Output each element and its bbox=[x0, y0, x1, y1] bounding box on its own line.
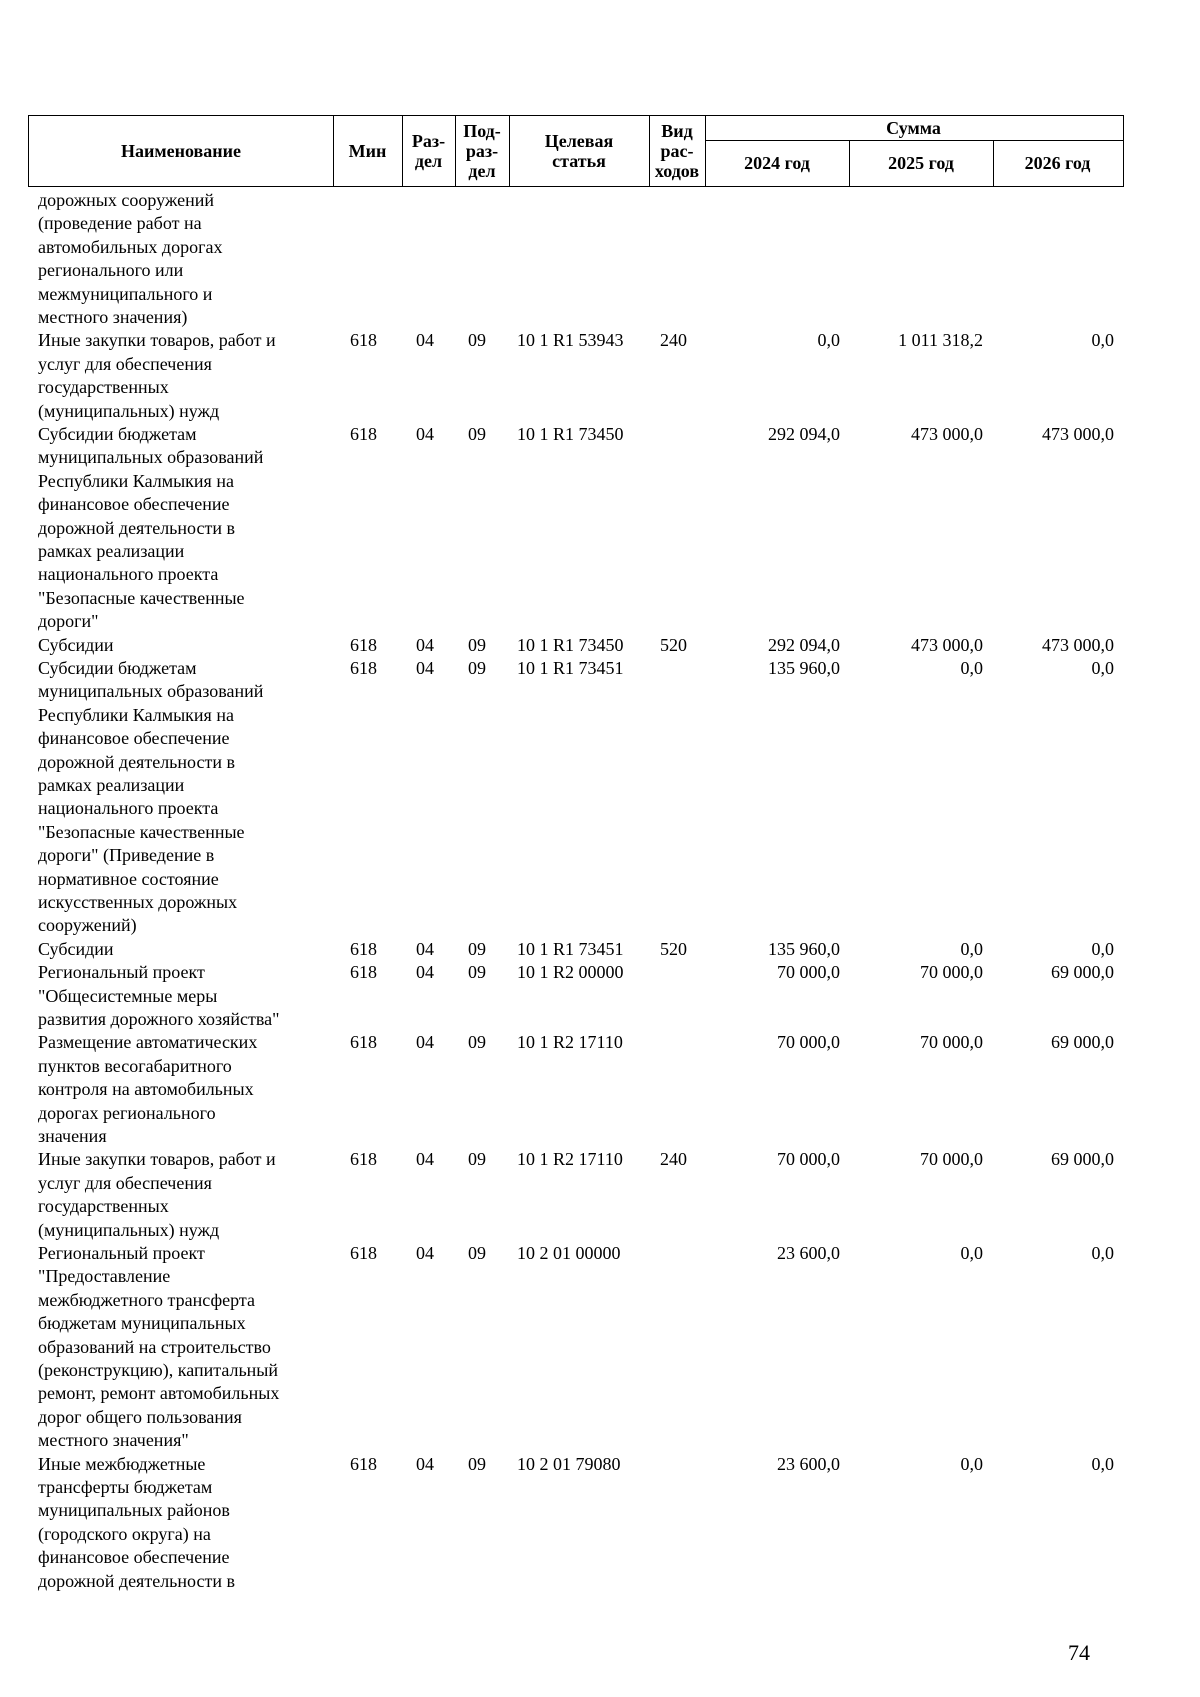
row-razdel: 04 bbox=[416, 962, 434, 983]
row-target-article: 10 2 01 00000 bbox=[517, 1243, 621, 1263]
row-podrazdel: 09 bbox=[468, 962, 486, 983]
row-podrazdel: 09 bbox=[468, 1032, 486, 1053]
header-razdel: Раз- дел bbox=[411, 130, 446, 171]
row-name-line: "Безопасные качественные bbox=[38, 821, 245, 842]
row-podrazdel: 09 bbox=[468, 1149, 486, 1170]
row-amount-2024: 23 600,0 bbox=[777, 1453, 840, 1474]
continuation-text bbox=[38, 189, 222, 329]
row-name-line: государственных bbox=[38, 377, 169, 398]
continuation-line: межмуниципального и bbox=[38, 283, 213, 304]
row-amount-2025: 473 000,0 bbox=[911, 424, 983, 444]
row-name-line: нормативное состояние bbox=[38, 868, 219, 889]
header-vid: Вид рас- ходов bbox=[654, 120, 700, 181]
row-name-line: рамках реализации bbox=[38, 775, 185, 796]
row-expense-type: 240 bbox=[660, 1149, 687, 1170]
page-number: 74 bbox=[1068, 1640, 1090, 1665]
row-target-article: 10 1 R1 73450 bbox=[517, 424, 624, 444]
row-razdel: 04 bbox=[416, 1453, 434, 1474]
row-name-line: финансовое обеспечение bbox=[38, 1547, 230, 1568]
row-min: 618 bbox=[350, 962, 377, 983]
row-amount-2024: 0,0 bbox=[817, 330, 840, 351]
header-min: Мин bbox=[348, 140, 387, 161]
row-podrazdel: 09 bbox=[468, 1243, 486, 1263]
row-name-line: (реконструкцию), капитальный bbox=[38, 1360, 279, 1381]
row-min: 618 bbox=[350, 634, 377, 655]
row-name-line: искусственных дорожных bbox=[38, 892, 238, 913]
row-amount-2024: 292 094,0 bbox=[768, 634, 840, 655]
row-name-line: трансферты бюджетам bbox=[38, 1477, 213, 1497]
row-amount-2025: 70 000,0 bbox=[920, 1149, 983, 1170]
row-name-line: Субсидии бюджетам bbox=[38, 658, 197, 678]
row-target-article: 10 2 01 79080 bbox=[517, 1453, 621, 1474]
row-name-line: муниципальных образований bbox=[38, 681, 264, 702]
row-name-line: Иные закупки товаров, работ и bbox=[38, 1149, 276, 1170]
row-name-line: (муниципальных) нужд bbox=[38, 400, 220, 421]
row-name-line: значения bbox=[38, 1126, 107, 1147]
row-podrazdel: 09 bbox=[468, 424, 486, 444]
row-amount-2026: 69 000,0 bbox=[1051, 1149, 1114, 1170]
row-name-line: развития дорожного хозяйства" bbox=[38, 1009, 280, 1029]
row-name-line: национального проекта bbox=[38, 798, 219, 819]
row-name-line: финансовое обеспечение bbox=[38, 494, 230, 515]
row-expense-type: 240 bbox=[660, 330, 687, 351]
row-name-line: местного значения" bbox=[38, 1430, 189, 1451]
continuation-line: местного значения) bbox=[38, 307, 188, 328]
row-name-line: Иные межбюджетные bbox=[38, 1453, 206, 1474]
row-expense-type: 520 bbox=[660, 634, 687, 655]
row-name-line: дорогах регионального bbox=[38, 1102, 216, 1123]
row-name bbox=[38, 329, 328, 423]
row-name-line: (муниципальных) нужд bbox=[38, 1219, 220, 1240]
row-name-line: образований на строительство bbox=[38, 1336, 271, 1357]
header-target: Целевая статья bbox=[544, 130, 614, 171]
row-name-line: услуг для обеспечения bbox=[38, 353, 212, 374]
row-min: 618 bbox=[350, 1032, 377, 1053]
row-podrazdel: 09 bbox=[468, 330, 486, 351]
row-amount-2025: 1 011 318,2 bbox=[898, 330, 983, 351]
row-amount-2024: 70 000,0 bbox=[777, 962, 840, 983]
header-2024: 2024 год bbox=[744, 152, 810, 173]
row-razdel: 04 bbox=[416, 424, 434, 444]
row-name-line: рамках реализации bbox=[38, 541, 185, 562]
row-name-line: межбюджетного трансферта bbox=[38, 1289, 255, 1310]
header-name: Наименование bbox=[121, 140, 241, 161]
row-target-article: 10 1 R1 53943 bbox=[517, 330, 624, 351]
row-name-line: бюджетам муниципальных bbox=[38, 1313, 246, 1334]
row-name-line: Размещение автоматических bbox=[38, 1032, 258, 1053]
row-razdel: 04 bbox=[416, 1032, 434, 1053]
row-razdel: 04 bbox=[416, 658, 434, 678]
row-target-article: 10 1 R2 00000 bbox=[517, 962, 624, 983]
row-amount-2026: 69 000,0 bbox=[1051, 1032, 1114, 1053]
row-name-line: Субсидии bbox=[38, 938, 114, 959]
row-amount-2026: 69 000,0 bbox=[1051, 962, 1114, 983]
row-name-line: муниципальных образований bbox=[38, 447, 264, 468]
row-amount-2025: 70 000,0 bbox=[920, 962, 983, 983]
row-min: 618 bbox=[350, 1243, 377, 1263]
row-name-line: финансовое обеспечение bbox=[38, 728, 230, 749]
row-amount-2026: 0,0 bbox=[1091, 330, 1114, 351]
row-target-article: 10 1 R2 17110 bbox=[517, 1149, 623, 1170]
row-name-line: (городского округа) на bbox=[38, 1523, 211, 1544]
row-amount-2024: 135 960,0 bbox=[768, 938, 840, 959]
continuation-line: регионального или bbox=[38, 260, 184, 281]
row-name-line: дороги" bbox=[38, 611, 99, 632]
header-summa: Сумма bbox=[886, 118, 941, 138]
row-podrazdel: 09 bbox=[468, 634, 486, 655]
row-name-line: Республики Калмыкия на bbox=[38, 704, 234, 725]
continuation-line: дорожных сооружений bbox=[38, 190, 214, 210]
continuation-line: (проведение работ на bbox=[38, 213, 202, 234]
row-min: 618 bbox=[350, 330, 377, 351]
row-amount-2025: 0,0 bbox=[960, 938, 983, 959]
row-amount-2026: 473 000,0 bbox=[1042, 424, 1114, 444]
row-amount-2024: 292 094,0 bbox=[768, 424, 840, 444]
row-razdel: 04 bbox=[416, 1243, 434, 1263]
row-name-line: муниципальных районов bbox=[38, 1500, 230, 1521]
row-name-line: контроля на автомобильных bbox=[38, 1079, 254, 1100]
table-header bbox=[28, 115, 1124, 187]
row-podrazdel: 09 bbox=[468, 658, 486, 678]
row-amount-2026: 0,0 bbox=[1091, 938, 1114, 959]
row-name-line: "Общесистемные меры bbox=[38, 985, 218, 1006]
row-name-line: Субсидии bbox=[38, 634, 114, 655]
row-podrazdel: 09 bbox=[468, 1453, 486, 1474]
row-name bbox=[38, 423, 328, 634]
row-name-line: Субсидии бюджетам bbox=[38, 424, 197, 444]
row-name-line: дорог общего пользования bbox=[38, 1406, 242, 1427]
row-razdel: 04 bbox=[416, 330, 434, 351]
row-target-article: 10 1 R1 73450 bbox=[517, 634, 624, 655]
row-name bbox=[38, 1031, 328, 1148]
row-razdel: 04 bbox=[416, 1149, 434, 1170]
row-name-line: сооружений) bbox=[38, 915, 137, 936]
row-name-line: национального проекта bbox=[38, 564, 219, 585]
row-amount-2025: 0,0 bbox=[960, 1453, 983, 1474]
row-amount-2024: 135 960,0 bbox=[768, 658, 840, 678]
row-name-line: Региональный проект bbox=[38, 962, 205, 983]
row-amount-2025: 0,0 bbox=[960, 1243, 983, 1263]
row-name-line: "Предоставление bbox=[38, 1266, 171, 1287]
row-amount-2026: 0,0 bbox=[1091, 658, 1114, 678]
header-podrazdel: Под- раз- дел bbox=[463, 120, 501, 181]
row-razdel: 04 bbox=[416, 634, 434, 655]
row-name-line: дорожной деятельности в bbox=[38, 751, 235, 772]
row-amount-2026: 473 000,0 bbox=[1042, 634, 1114, 655]
row-name-line: дороги" (Приведение в bbox=[38, 845, 215, 866]
continuation-line: автомобильных дорогах bbox=[38, 236, 223, 257]
row-amount-2025: 70 000,0 bbox=[920, 1032, 983, 1053]
row-name-line: государственных bbox=[38, 1196, 169, 1217]
row-name bbox=[38, 657, 328, 938]
row-name-line: пунктов весогабаритного bbox=[38, 1055, 232, 1076]
row-name-line: Республики Калмыкия на bbox=[38, 470, 234, 491]
row-name bbox=[38, 1242, 328, 1453]
row-name-line: Региональный проект bbox=[38, 1243, 205, 1263]
row-amount-2024: 23 600,0 bbox=[777, 1243, 840, 1263]
row-razdel: 04 bbox=[416, 938, 434, 959]
row-min: 618 bbox=[350, 1149, 377, 1170]
row-target-article: 10 1 R2 17110 bbox=[517, 1032, 623, 1053]
row-name-line: ремонт, ремонт автомобильных bbox=[38, 1383, 280, 1404]
row-name-line: услуг для обеспечения bbox=[38, 1172, 212, 1193]
row-podrazdel: 09 bbox=[468, 938, 486, 959]
row-amount-2026: 0,0 bbox=[1091, 1243, 1114, 1263]
row-target-article: 10 1 R1 73451 bbox=[517, 938, 624, 959]
header-2026: 2026 год bbox=[1024, 152, 1091, 173]
row-name-line: Иные закупки товаров, работ и bbox=[38, 330, 276, 351]
row-name bbox=[38, 938, 328, 961]
row-name bbox=[38, 634, 328, 657]
row-name-line: дорожной деятельности в bbox=[38, 517, 235, 538]
row-amount-2025: 0,0 bbox=[960, 658, 983, 678]
row-amount-2025: 473 000,0 bbox=[911, 634, 983, 655]
row-min: 618 bbox=[350, 1453, 377, 1474]
row-target-article: 10 1 R1 73451 bbox=[517, 658, 624, 678]
row-min: 618 bbox=[350, 658, 377, 678]
row-amount-2024: 70 000,0 bbox=[777, 1149, 840, 1170]
row-name bbox=[38, 1453, 328, 1593]
row-name-line: дорожной деятельности в bbox=[38, 1570, 235, 1591]
row-name-line: "Безопасные качественные bbox=[38, 587, 245, 608]
row-min: 618 bbox=[350, 424, 377, 444]
row-amount-2026: 0,0 bbox=[1091, 1453, 1114, 1474]
row-min: 618 bbox=[350, 938, 377, 959]
row-expense-type: 520 bbox=[660, 938, 687, 959]
row-name bbox=[38, 1148, 328, 1242]
row-name bbox=[38, 961, 328, 1031]
row-amount-2024: 70 000,0 bbox=[777, 1032, 840, 1053]
header-2025: 2025 год bbox=[888, 152, 954, 173]
